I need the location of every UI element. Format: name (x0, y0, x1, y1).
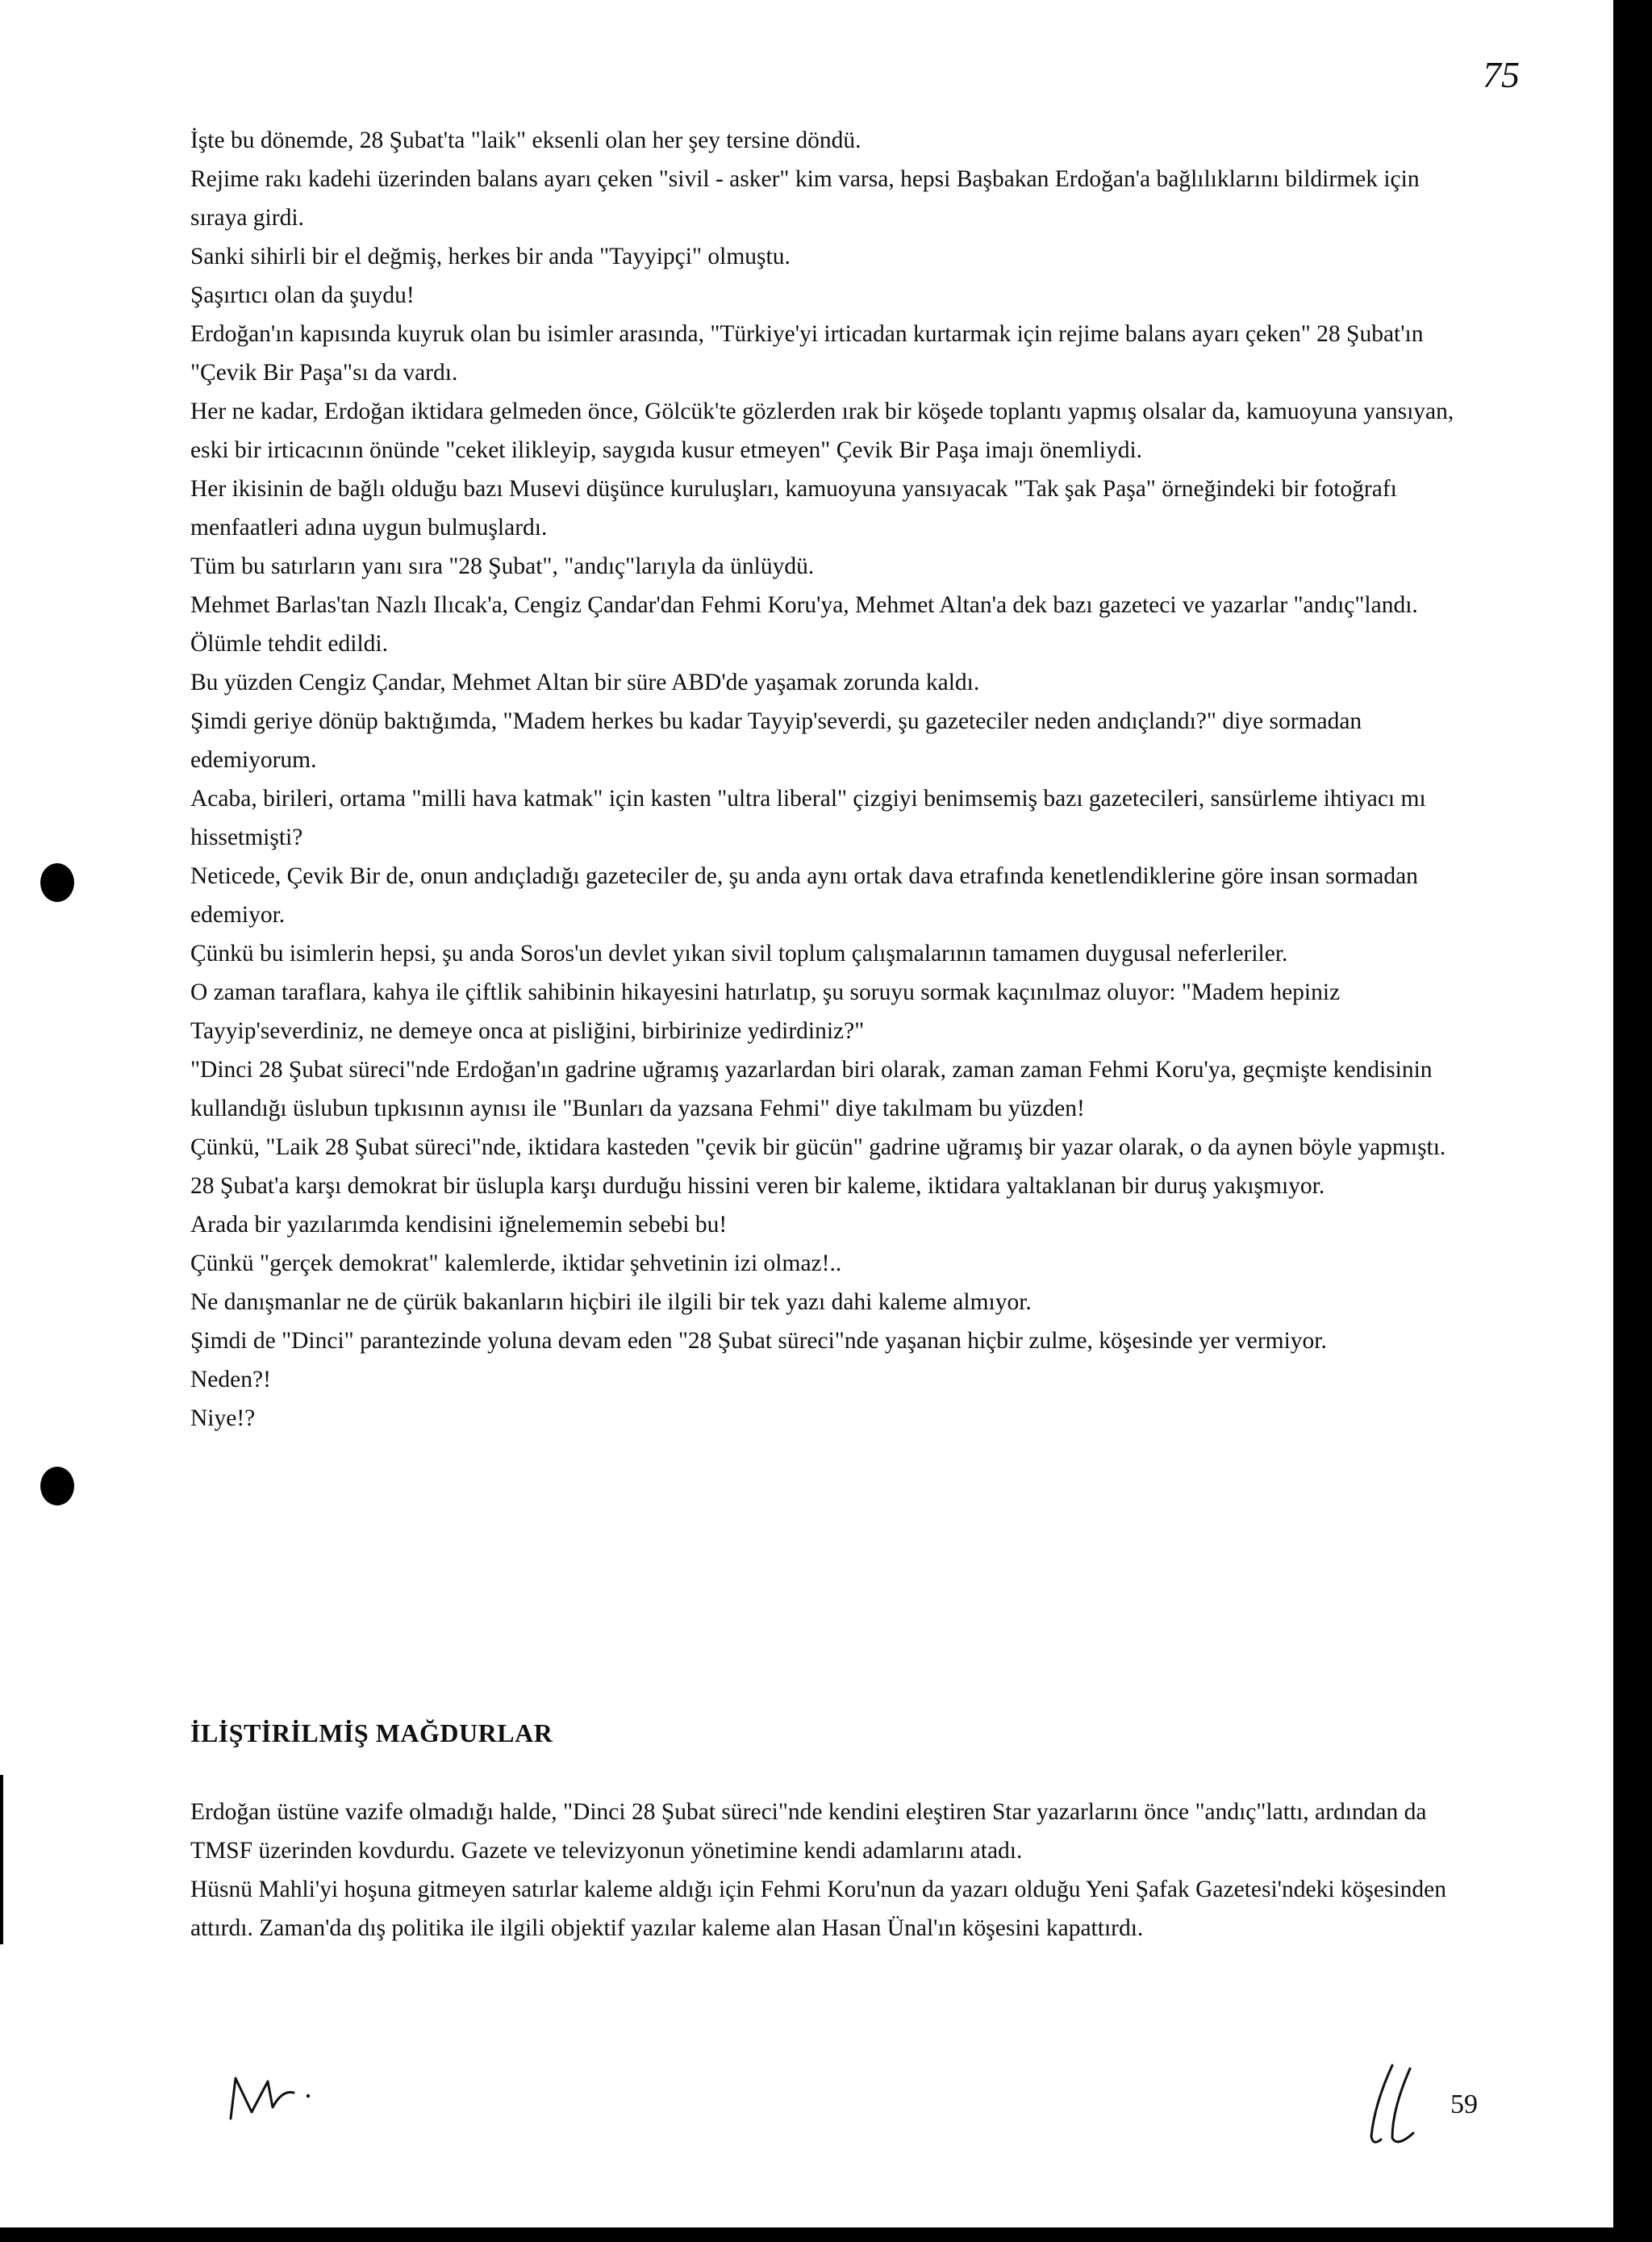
paragraph: Arada bir yazılarımda kendisini iğnelememin sebebi bu! (190, 1212, 728, 1238)
body-text (190, 121, 1465, 1438)
paragraph: Ne danışmanlar ne de çürük bakanların hiçbiri ile ilgili bir tek yazı dahi kaleme almıyor. (190, 1289, 1032, 1315)
paragraph: Rejime rakı kadehi üzerinden balans ayarı çeken "sivil - asker" kim varsa, hepsi Başbakan Erdoğan'a bağlılıklarını bildirmek için sıraya girdi. (190, 166, 1420, 231)
paragraph: Neden?! (190, 1367, 271, 1392)
paragraph: Her ikisinin de bağlı olduğu bazı Musevi düşünce kuruluşları, kamuoyuna yansıyacak "Tak şak Paşa" örneğindeki bir fotoğrafı menfaatleri adına uygun bulmuşlardı. (190, 476, 1397, 541)
paragraph: Ölümle tehdit edildi. (190, 631, 388, 657)
punch-hole (40, 863, 74, 902)
punch-hole (40, 1467, 74, 1505)
paragraph: Her ne kadar, Erdoğan iktidara gelmeden önce, Gölcük'te gözlerden ırak bir köşede toplantı yapmış olsalar da, kamuoyuna yansıyan, eski bir irticacının önünde "ceket ilikleyip, saygıda kusur etmeyen" Çevik Bir Paşa imajı önemliydi. (190, 399, 1454, 463)
paragraph: Çünkü, "Laik 28 Şubat süreci"nde, iktidara kasteden "çevik bir gücün" gadrine uğramış bir yazar olarak, o da aynen böyle yapmıştı. (190, 1134, 1446, 1160)
paragraph: Çünkü bu isimlerin hepsi, şu anda Soros'un devlet yıkan sivil toplum çalışmalarının tamamen duygusal neferleriler. (190, 941, 1288, 967)
paragraph: Hüsnü Mahli'yi hoşuna gitmeyen satırlar kaleme aldığı için Fehmi Koru'nun da yazarı olduğu Yeni Şafak Gazetesi'ndeki köşesinden attırdı. Zaman'da dış politika ile ilgili objektif yazılar kaleme alan Hasan Ünal'ın köşesini kapattırdı. (190, 1877, 1446, 1941)
paragraph: O zaman taraflara, kahya ile çiftlik sahibinin hikayesini hatırlatıp, şu soruyu sormak kaçınılmaz oluyor: "Madem hepiniz Tayyip'severdiniz, ne demeye onca at pisliğini, birbirinize yedirdiniz?" (190, 979, 1341, 1044)
paragraph: "Dinci 28 Şubat süreci"nde Erdoğan'ın gadrine uğramış yazarlardan biri olarak, zaman zaman Fehmi Koru'ya, geçmişte kendisinin kullandığı üslubun tıpkısının aynısı ile "Bunları da yazsana Fehmi" diye takılmam bu yüzden! (190, 1057, 1433, 1121)
scan-border-bottom (0, 2227, 1652, 2242)
paragraph: Şimdi geriye dönüp baktığımda, "Madem herkes bu kadar Tayyip'severdi, şu gazeteciler neden andıçlandı?" diye sormadan edemiyorum. (190, 708, 1362, 773)
handwritten-page-number: 75 (1483, 54, 1520, 95)
section-body-text (190, 1793, 1465, 1948)
paragraph: Şaşırtıcı olan da şuydu! (190, 282, 415, 308)
paragraph: Tüm bu satırların yanı sıra "28 Şubat", "andıç"larıyla da ünlüydü. (190, 553, 815, 579)
scan-edge-mark (0, 1775, 3, 1944)
handwritten-signature-left (224, 2065, 329, 2130)
paragraph: Sanki sihirli bir el değmiş, herkes bir anda "Tayyipçi" olmuştu. (190, 244, 791, 269)
paragraph: Çünkü "gerçek demokrat" kalemlerde, iktidar şehvetinin izi olmaz!.. (190, 1250, 842, 1276)
paragraph: İşte bu dönemde, 28 Şubat'ta "laik" eksenli olan her şey tersine döndü. (190, 127, 861, 153)
paragraph: Bu yüzden Cengiz Çandar, Mehmet Altan bir süre ABD'de yaşamak zorunda kaldı. (190, 670, 980, 695)
paragraph: Acaba, birileri, ortama "milli hava katmak" için kasten "ultra liberal" çizgiyi benimsemiş bazı gazetecileri, sansürleme ihtiyacı mı hissetmişti? (190, 786, 1426, 850)
paragraph: Neticede, Çevik Bir de, onun andıçladığı gazeteciler de, şu anda aynı ortak dava etrafında kenetlendiklerine göre insan sormadan edemiyor. (190, 863, 1418, 928)
paragraph: Mehmet Barlas'tan Nazlı Ilıcak'a, Cengiz Çandar'dan Fehmi Koru'ya, Mehmet Altan'a dek bazı gazeteci ve yazarlar "andıç"landı. (190, 592, 1418, 618)
page-number: 59 (1450, 2090, 1478, 2119)
paragraph: Niye!? (190, 1405, 256, 1431)
paragraph: Şimdi de "Dinci" parantezinde yoluna devam eden "28 Şubat süreci"nde yaşanan hiçbir zulme, köşesinde yer vermiyor. (190, 1328, 1327, 1354)
paragraph: Erdoğan'ın kapısında kuyruk olan bu isimler arasında, "Türkiye'yi irticadan kurtarmak için rejime balans ayarı çeken" 28 Şubat'ın "Çevik Bir Paşa"sı da vardı. (190, 321, 1424, 386)
paragraph: 28 Şubat'a karşı demokrat bir üslupla karşı durduğu hissini veren bir kaleme, iktidara yaltaklanan bir duruş yakışmıyor. (190, 1173, 1325, 1199)
paragraph: Erdoğan üstüne vazife olmadığı halde, "Dinci 28 Şubat süreci"nde kendini eleştiren Star yazarlarını önce "andıç"lattı, ardından da TMSF üzerinden kovdurdu. Gazete ve televizyonun yönetimine kendi adamlarını atadı. (190, 1799, 1427, 1864)
handwritten-signature-right (1363, 2062, 1436, 2151)
section-heading: İLİŞTİRİLMİŞ MAĞDURLAR (190, 1718, 553, 1747)
scan-border-right (1613, 0, 1652, 2242)
